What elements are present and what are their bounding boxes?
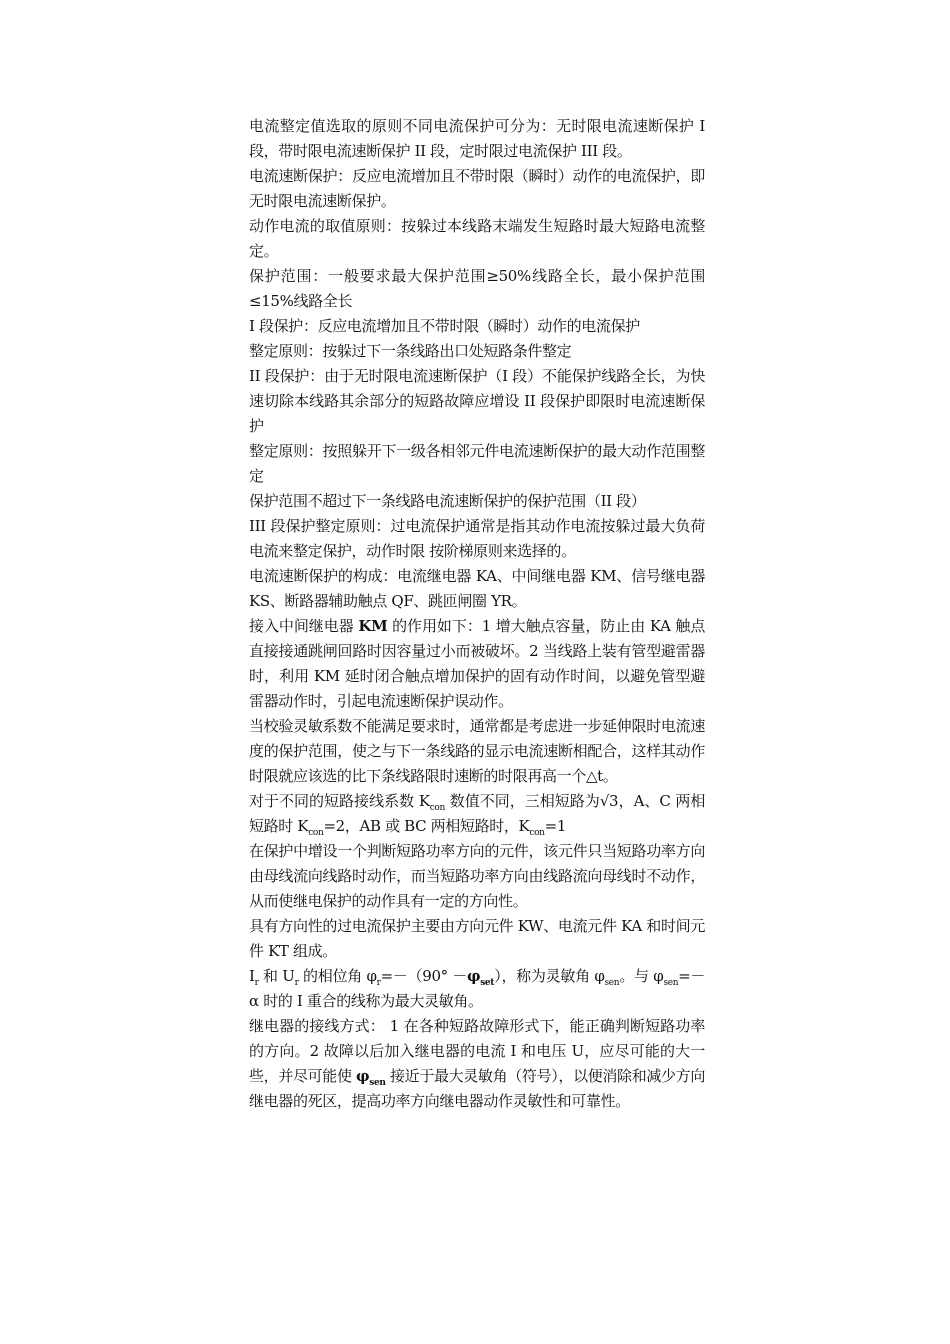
- text-run: I: [249, 967, 255, 985]
- paragraph-stage-three: III 段保护整定原则：过电流保护通常是指其动作电流按躲过最大负荷电流来整定保护，动作时限 按阶梯原则来选择的。: [249, 517, 705, 560]
- text-run-bold: φ: [356, 1067, 370, 1085]
- text-run-bold: KM: [358, 617, 388, 635]
- paragraph-stage-two-range: 保护范围不超过下一条线路电流速断保护的保护范围（II 段）: [249, 492, 646, 510]
- text-run: =2，AB 或 BC 两相短路时，K: [323, 817, 530, 835]
- text-run: 对于不同的短路接线系数 K: [249, 792, 430, 810]
- text-run: =－α 时的 I 重合的线称为最大灵敏角。: [249, 967, 706, 1010]
- paragraph-relay-wiring: [249, 1014, 705, 1114]
- subscript: set: [480, 978, 495, 988]
- subscript: sen: [663, 978, 679, 988]
- subscript: con: [529, 828, 545, 838]
- text-run: =1: [544, 817, 567, 835]
- subscript: r: [376, 978, 381, 988]
- paragraph-sensitivity-check: 当校验灵敏系数不能满足要求时，通常都是考虑进一步延伸限时电流速度的保护范围，使之与下一条线路的显示电流速断相配合，这样其动作时限就应该选的比下条线路限时速断的时限再高一个△t。: [249, 717, 705, 785]
- paragraph-phase-angle: [249, 964, 705, 1014]
- paragraph-wiring-coefficient: [249, 789, 705, 839]
- text-run: 接入中间继电器: [249, 617, 359, 635]
- paragraph-stage-one: I 段保护：反应电流增加且不带时限（瞬时）动作的电流保护: [249, 317, 640, 335]
- paragraph-stage-one-setting: 整定原则：按躲过下一条线路出口处短路条件整定: [249, 342, 572, 360]
- text-body: [249, 114, 705, 1114]
- paragraph-direction-element: 在保护中增设一个判断短路功率方向的元件，该元件只当短路功率方向由母线流向线路时动作，而当短路功率方向由线路流向母线时不动作，从而使继电保护的动作具有一定的方向性。: [249, 842, 705, 910]
- text-run: 。与 φ: [619, 967, 664, 985]
- text-run: ），称为灵敏角 φ: [494, 967, 605, 985]
- text-run: 的相位角 φ: [298, 967, 377, 985]
- text-run: 数值不同，三相短路为√3，A、C 两相短路时 K: [249, 792, 705, 835]
- paragraph-protection-range: 保护范围：一般要求最大保护范围≥50%线路全长，最小保护范围≤15%线路全长: [249, 267, 705, 310]
- subscript: sen: [604, 978, 620, 988]
- subscript: sen: [369, 1078, 386, 1088]
- paragraph-instantaneous-protection: 电流速断保护：反应电流增加且不带时限（瞬时）动作的电流保护，即无时限电流速断保护。: [249, 167, 705, 210]
- text-run: 继电器的接线方式： 1 在各种短路故障形式下，能正确判断短路功率的方向。2 故障以后加入继电器的电流 I 和电压 U，应尽可能的大一些，并尽可能使: [249, 1017, 705, 1085]
- text-run: 的作用如下：1 增大触点容量，防止由 KA 触点直接接通跳闸回路时因容量过小而被破坏。2 当线路上装有管型避雷器时，利用 KM 延时闭合触点增加保护的固有动作时间，以避免管型避雷器动作时，引起电流速断保护误动作。: [249, 617, 705, 710]
- text-run: 接近于最大灵敏角（符号），以便消除和减少方向继电器的死区，提高功率方向继电器动作灵敏性和可靠性。: [249, 1067, 705, 1110]
- text-run: =－（90° －: [380, 967, 467, 985]
- paragraph-protection-principles: 电流整定值选取的原则不同电流保护可分为：无时限电流速断保护 I 段，带时限电流速断保护 II 段，定时限过电流保护 III 段。: [249, 117, 705, 160]
- subscript: con: [429, 803, 445, 813]
- paragraph-directional-overcurrent: 具有方向性的过电流保护主要由方向元件 KW、电流元件 KA 和时间元件 KT 组成。: [249, 917, 705, 960]
- paragraph-operating-current: 动作电流的取值原则：按躲过本线路末端发生短路时最大短路电流整定。: [249, 217, 705, 260]
- subscript: con: [308, 828, 324, 838]
- text-run-bold: φ: [466, 967, 481, 985]
- paragraph-stage-two: II 段保护：由于无时限电流速断保护（I 段）不能保护线路全长，为快速切除本线路其余部分的短路故障应增设 II 段保护即限时电流速断保护: [249, 367, 705, 435]
- subscript: r: [254, 978, 259, 988]
- paragraph-components: 电流速断保护的构成：电流继电器 KA、中间继电器 KM、信号继电器 KS、断路器辅助触点 QF、跳匝闸圈 YR。: [249, 567, 705, 610]
- text-run: 和 U: [258, 967, 295, 985]
- paragraph-km-relay: [249, 614, 705, 714]
- paragraph-stage-two-setting: 整定原则：按照躲开下一级各相邻元件电流速断保护的最大动作范围整定: [249, 442, 705, 485]
- subscript: r: [294, 978, 299, 988]
